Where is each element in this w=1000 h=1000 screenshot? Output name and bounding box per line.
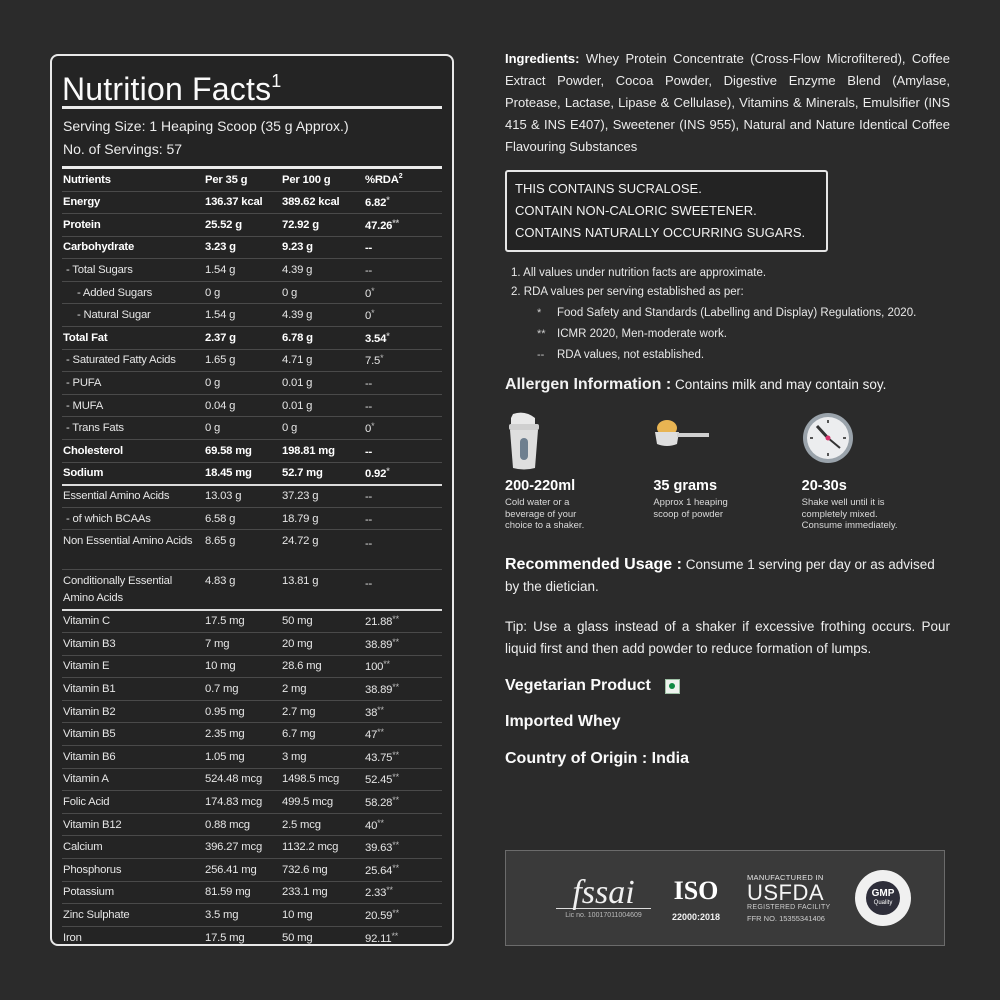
per-100g-value: 0 g: [281, 417, 364, 440]
rda-value: 2.33**: [364, 881, 442, 904]
per-35g-value: 0 g: [204, 281, 281, 304]
nutrient-name: - Saturated Fatty Acids: [62, 349, 204, 372]
usage-value: 35 grams: [653, 478, 718, 494]
rda-value: 43.75**: [364, 745, 442, 768]
per-100g-value: 4.39 g: [281, 304, 364, 327]
recommended-usage: [505, 554, 950, 598]
table-row: [62, 836, 442, 859]
recommended-label: Recommended Usage :: [505, 555, 682, 573]
table-row: [62, 191, 442, 214]
globe-icon: ISO: [673, 876, 719, 905]
per-35g-value: 13.03 g: [204, 485, 281, 508]
nutrient-name: Zinc Sulphate: [62, 904, 204, 927]
rda-value: 25.64**: [364, 858, 442, 881]
nutrition-table: [62, 169, 442, 949]
nutrient-name: Conditionally Essential Amino Acids: [62, 570, 204, 610]
per-100g-value: 6.7 mg: [281, 723, 364, 746]
rda-value: 0*: [364, 281, 442, 304]
rda-value: --: [364, 394, 442, 417]
usage-steps: [505, 412, 950, 532]
table-row: [62, 633, 442, 656]
nutrient-name: Iron: [63, 931, 82, 944]
country-of-origin: Country of Origin : India: [505, 749, 689, 767]
clock-icon: [802, 412, 950, 472]
per-35g-value: 2.37 g: [204, 327, 281, 350]
per-35g-value: 396.27 mcg: [204, 836, 281, 859]
rda-value: 58.28**: [364, 791, 442, 814]
per-35g-value: 10 mg: [204, 655, 281, 678]
footnote-dash: -- RDA values, not established.: [537, 349, 705, 361]
per-35g-value: 69.58 mg: [204, 440, 281, 463]
nutrient-name: Vitamin E: [62, 655, 204, 678]
rda-value: --: [364, 530, 442, 570]
per-100g-value: 50 mg: [282, 931, 313, 944]
veg-mark-icon: [665, 679, 680, 694]
nutrient-name: Non Essential Amino Acids: [62, 530, 204, 570]
rda-value: --: [364, 507, 442, 530]
per-100g-value: 0.01 g: [281, 372, 364, 395]
table-row: [62, 485, 442, 508]
per-100g-value: 50 mg: [281, 610, 364, 633]
table-row: [62, 259, 442, 282]
ingredients-text: Whey Protein Concentrate (Cross-Flow Microfiltered), Coffee Extract Powder, Cocoa Powder, Digestive Enzyme Blend (Amylase, Protease, Lactase, Lipase & Cellulase), Vitamins & Minerals, Emulsifier (INS 415 & INS E407), Sweetener (INS 955), Natural and Nature Identical Coffee Flavouring Substances: [505, 51, 950, 154]
nutrient-name: - Natural Sugar: [62, 304, 204, 327]
info-column: [505, 48, 950, 783]
per-35g-value: 4.83 g: [204, 570, 281, 610]
usage-desc: Cold water or a beverage of your choice to a shaker.: [505, 497, 585, 531]
per-35g-value: 2.35 mg: [204, 723, 281, 746]
rda-value: 92.11**: [365, 930, 399, 945]
usage-value: 200-220ml: [505, 478, 576, 494]
per-35g-value: 1.54 g: [204, 304, 281, 327]
per-100g-value: 72.92 g: [281, 214, 364, 237]
table-row: [62, 768, 442, 791]
table-row: [62, 745, 442, 768]
rda-value: --: [364, 485, 442, 508]
rda-value: 38.89**: [364, 633, 442, 656]
sweetener-warning-box: [505, 170, 828, 252]
table-row: [62, 610, 442, 633]
per-35g-value: 17.5 mg: [205, 931, 245, 944]
table-row: [62, 281, 442, 304]
per-100g-value: 4.39 g: [281, 259, 364, 282]
rda-value: --: [364, 372, 442, 395]
per-100g-value: 52.7 mg: [281, 462, 364, 485]
per-100g-value: 4.71 g: [281, 349, 364, 372]
per-100g-value: 6.78 g: [281, 327, 364, 350]
per-35g-value: 1.54 g: [204, 259, 281, 282]
allergen-label: Allergen Information :: [505, 376, 672, 393]
scoop-icon: [653, 412, 801, 472]
fssai-logo: fssai Lic no. 10017011004609: [556, 878, 651, 919]
per-35g-value: 81.59 mg: [204, 881, 281, 904]
nutrient-name: Vitamin A: [62, 768, 204, 791]
table-row: [62, 304, 442, 327]
nutrient-name: - MUFA: [62, 394, 204, 417]
per-35g-value: 136.37 kcal: [204, 191, 281, 214]
warning-line: CONTAIN NON-CALORIC SWEETENER.: [515, 203, 757, 218]
rda-value: 3.54*: [364, 327, 442, 350]
rda-value: 100**: [364, 655, 442, 678]
usage-step-scoop: [653, 412, 801, 532]
usage-step-liquid: [505, 412, 653, 532]
footnote-double-star: ** ICMR 2020, Men-moderate work.: [537, 328, 728, 340]
per-100g-value: 0 g: [281, 281, 364, 304]
per-35g-value: 8.65 g: [204, 530, 281, 570]
iso-number: 22000:2018: [671, 912, 721, 922]
table-row: [62, 723, 442, 746]
per-100g-value: 2.5 mcg: [281, 813, 364, 836]
product-facts: [505, 674, 950, 784]
footnote-star: * Food Safety and Standards (Labelling and Display) Regulations, 2020.: [537, 307, 917, 319]
table-row: [62, 417, 442, 440]
nutrient-name: Vitamin B6: [62, 745, 204, 768]
table-row: [62, 236, 442, 259]
title-footnote: 1: [271, 71, 282, 91]
per-35g-value: 1.05 mg: [204, 745, 281, 768]
shaker-icon: [505, 412, 653, 472]
rda-value: 38**: [364, 700, 442, 723]
per-100g-value: 3 mg: [281, 745, 364, 768]
rda-value: 40**: [364, 813, 442, 836]
per-100g-value: 198.81 mg: [281, 440, 364, 463]
per-100g-value: 732.6 mg: [281, 858, 364, 881]
per-35g-value: 25.52 g: [204, 214, 281, 237]
nutrient-name: Vitamin C: [62, 610, 204, 633]
nutrient-name: Protein: [62, 214, 204, 237]
per-100g-value: 1132.2 mcg: [281, 836, 364, 859]
rda-value: 0*: [364, 304, 442, 327]
table-row: [62, 349, 442, 372]
usage-tip: Tip: Use a glass instead of a shaker if excessive frothing occurs. Pour liquid first and then add powder to reduce formation of lumps.: [505, 618, 950, 656]
table-row: [62, 881, 442, 904]
per-100g-value: 20 mg: [281, 633, 364, 656]
ingredients: [505, 48, 950, 158]
warning-line: CONTAINS NATURALLY OCCURRING SUGARS.: [515, 225, 806, 240]
per-100g-value: 0.01 g: [281, 394, 364, 417]
serving-size: Serving Size: 1 Heaping Scoop (35 g Approx.): [63, 118, 349, 134]
nutrition-title: [62, 62, 442, 107]
per-35g-value: 18.45 mg: [204, 462, 281, 485]
table-row: [62, 655, 442, 678]
table-row: [62, 700, 442, 723]
per-100g-value: 9.23 g: [281, 236, 364, 259]
table-row: [62, 440, 442, 463]
per-35g-value: 0 g: [204, 372, 281, 395]
rda-value: 39.63**: [364, 836, 442, 859]
nutrient-name: Vitamin B2: [62, 700, 204, 723]
col-nutrients: Nutrients: [62, 169, 204, 191]
iso-logo: [665, 874, 727, 922]
col-per35: Per 35 g: [204, 169, 281, 191]
per-100g-value: 2.7 mg: [281, 700, 364, 723]
per-35g-value: 3.5 mg: [204, 904, 281, 927]
rda-value: 0.92*: [364, 462, 442, 485]
nutrient-name: Folic Acid: [62, 791, 204, 814]
imported-whey: Imported Whey: [505, 713, 621, 730]
table-row: [62, 462, 442, 485]
certifications-bar: [505, 850, 945, 946]
per-100g-value: 37.23 g: [281, 485, 364, 508]
per-100g-value: 1498.5 mcg: [281, 768, 364, 791]
per-35g-value: 0.95 mg: [204, 700, 281, 723]
nutrient-name: Vitamin B12: [62, 813, 204, 836]
nutrient-name: Potassium: [62, 881, 204, 904]
footnote-2: 2. RDA values per serving established as per:: [511, 286, 744, 298]
per-35g-value: 7 mg: [204, 633, 281, 656]
allergen-text: Contains milk and may contain soy.: [671, 377, 887, 392]
table-row: [62, 394, 442, 417]
table-row: [62, 904, 442, 927]
per-100g-value: 10 mg: [281, 904, 364, 927]
per-100g-value: 28.6 mg: [281, 655, 364, 678]
per-100g-value: 499.5 mcg: [281, 791, 364, 814]
nutrient-name: - PUFA: [62, 372, 204, 395]
per-100g-value: 24.72 g: [281, 530, 364, 570]
per-35g-value: 0.04 g: [204, 394, 281, 417]
per-35g-value: 1.65 g: [204, 349, 281, 372]
rda-value: 7.5*: [364, 349, 442, 372]
table-row: [62, 530, 442, 570]
nutrient-name: Carbohydrate: [62, 236, 204, 259]
table-row: [62, 813, 442, 836]
nutrient-name: Calcium: [62, 836, 204, 859]
gmp-seal-icon: GMP Quality: [855, 870, 911, 926]
table-row: [62, 570, 442, 610]
rda-value: 21.88**: [364, 610, 442, 633]
nutrient-name: Total Fat: [62, 327, 204, 350]
footnote-1: 1. All values under nutrition facts are approximate.: [511, 267, 767, 279]
nutrient-name: Sodium: [62, 462, 204, 485]
rda-value: 52.45**: [364, 768, 442, 791]
per-100g-value: 2 mg: [281, 678, 364, 701]
rda-value: 6.82*: [364, 191, 442, 214]
ingredients-label: Ingredients:: [505, 51, 580, 66]
rda-value: --: [364, 259, 442, 282]
table-row: [62, 926, 442, 949]
table-row: [62, 791, 442, 814]
per-35g-value: 174.83 mcg: [204, 791, 281, 814]
per-35g-value: 524.48 mcg: [204, 768, 281, 791]
nutrient-name: - of which BCAAs: [62, 507, 204, 530]
nutrition-title-text: Nutrition Facts: [62, 71, 272, 107]
rda-value: 47**: [364, 723, 442, 746]
nutrient-name: - Total Sugars: [62, 259, 204, 282]
per-35g-value: 6.58 g: [204, 507, 281, 530]
nutrient-name: - Added Sugars: [62, 281, 204, 304]
table-row: [62, 678, 442, 701]
per-100g-value: 13.81 g: [281, 570, 364, 610]
nutrient-name: Vitamin B1: [62, 678, 204, 701]
rda-value: 47.26**: [364, 214, 442, 237]
per-35g-value: 0 g: [204, 417, 281, 440]
nutrient-name: Essential Amino Acids: [62, 485, 204, 508]
usage-desc: Approx 1 heaping scoop of powder: [653, 497, 728, 520]
nutrient-name: - Trans Fats: [62, 417, 204, 440]
table-header: [62, 169, 442, 191]
table-row: [62, 507, 442, 530]
servings-count: No. of Servings: 57: [63, 141, 183, 157]
table-row: [62, 214, 442, 237]
usfda-badge: MANUFACTURED IN USFDA REGISTERED FACILITY FFR NO. 15355341406: [747, 873, 831, 923]
rda-value: --: [364, 440, 442, 463]
per-100g-value: 389.62 kcal: [281, 191, 364, 214]
per-35g-value: 256.41 mg: [204, 858, 281, 881]
nutrient-name: Cholesterol: [62, 440, 204, 463]
per-35g-value: 0.88 mcg: [204, 813, 281, 836]
col-per100: Per 100 g: [281, 169, 364, 191]
per-35g-value: 0.7 mg: [204, 678, 281, 701]
rda-value: --: [364, 236, 442, 259]
per-100g-value: 233.1 mg: [281, 881, 364, 904]
table-row: [62, 327, 442, 350]
warning-line: THIS CONTAINS SUCRALOSE.: [515, 181, 702, 196]
nutrition-facts-panel: [50, 54, 454, 946]
fssai-license: Lic no. 10017011004609: [565, 911, 642, 919]
nutrient-name: Vitamin B5: [62, 723, 204, 746]
nutrient-name: Vitamin B3: [62, 633, 204, 656]
rda-value: 0*: [364, 417, 442, 440]
rda-value: 38.89**: [364, 678, 442, 701]
allergen-info: [505, 376, 950, 394]
rda-value: --: [364, 570, 442, 610]
footnotes: [505, 264, 950, 365]
per-35g-value: 3.23 g: [204, 236, 281, 259]
usage-step-shake: [802, 412, 950, 532]
usage-desc: Shake well until it is completely mixed. Consume immediately.: [801, 497, 898, 531]
recommended-text: Consume 1 serving per day or as advised by the dietician.: [505, 556, 935, 594]
table-row: [62, 372, 442, 395]
vegetarian-product: Vegetarian Product: [505, 674, 950, 711]
per-100g-value: 18.79 g: [281, 507, 364, 530]
col-rda: %RDA$^2$: [364, 169, 442, 191]
rda-value: 20.59**: [364, 904, 442, 927]
nutrient-name: Phosphorus: [62, 858, 204, 881]
nutrient-name: Energy: [62, 191, 204, 214]
table-row: [62, 858, 442, 881]
usage-value: 20-30s: [801, 478, 847, 494]
per-35g-value: 17.5 mg: [204, 610, 281, 633]
